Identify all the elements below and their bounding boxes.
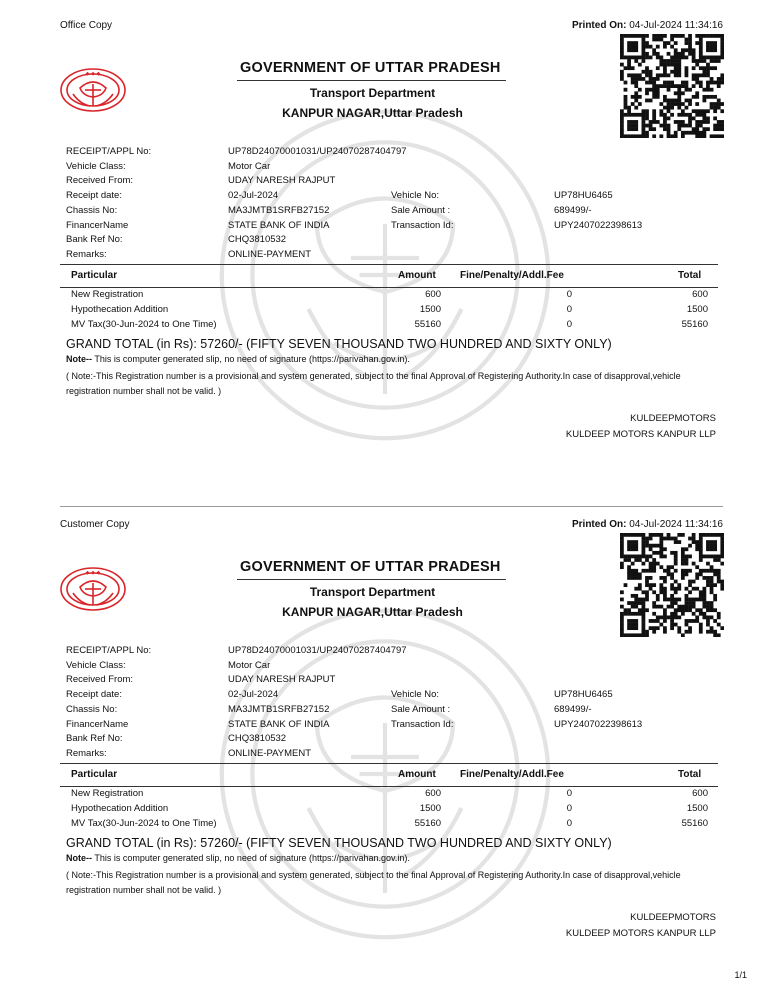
- header-amount: Amount: [398, 270, 436, 281]
- row-particular: New Registration: [71, 289, 144, 300]
- vehicle-no-value: UP78HU6465: [554, 689, 613, 701]
- header-fine: Fine/Penalty/Addl.Fee: [460, 769, 564, 780]
- received-from-value: UDAY NARESH RAJPUT: [228, 674, 336, 686]
- row-particular: New Registration: [71, 788, 144, 799]
- receipt-no-label: RECEIPT/APPL No:: [66, 146, 152, 157]
- qr-code-icon: [620, 533, 724, 637]
- vehicle-class-label: Vehicle Class:: [66, 659, 126, 671]
- row-fine: 0: [566, 803, 572, 814]
- row-fine: 0: [566, 818, 572, 829]
- up-government-emblem-icon: [58, 565, 128, 613]
- department-name: Transport Department: [309, 585, 436, 599]
- received-from-value: UDAY NARESH RAJPUT: [228, 175, 336, 187]
- financer-value: STATE BANK OF INDIA: [228, 219, 330, 231]
- header-amount: Amount: [398, 769, 436, 780]
- table-row: [60, 289, 718, 304]
- row-total: 55160: [681, 319, 708, 330]
- row-amount: 600: [425, 788, 441, 799]
- transaction-id-value: UPY2407022398613: [554, 718, 643, 730]
- sale-amount-label: Sale Amount :: [391, 703, 451, 715]
- transaction-id-label: Transaction Id:: [391, 219, 454, 231]
- header-particular: Particular: [71, 270, 118, 281]
- row-total: 1500: [686, 803, 708, 814]
- received-from-label: Received From:: [66, 175, 134, 187]
- header-total: Total: [678, 270, 702, 281]
- dealer-name: KULDEEPMOTORS: [630, 912, 716, 923]
- printed-on: [572, 519, 723, 530]
- remarks-label: Remarks:: [66, 248, 107, 260]
- table-row: [60, 304, 718, 319]
- transaction-id-label: Transaction Id:: [391, 718, 454, 730]
- row-particular: Hypothecation Addition: [71, 803, 169, 814]
- row-fine: 0: [566, 788, 572, 799]
- dealer-name: KULDEEPMOTORS: [630, 413, 716, 424]
- row-particular: Hypothecation Addition: [71, 304, 169, 315]
- document-title: GOVERNMENT OF UTTAR PRADESH: [240, 60, 501, 76]
- table-row: [60, 818, 718, 833]
- printed-on-label: Printed On:: [571, 20, 627, 31]
- note-label: Note--: [66, 853, 92, 863]
- bank-ref-value: CHQ3810532: [228, 733, 287, 745]
- copy-label: Customer Copy: [60, 519, 130, 530]
- header-particular: Particular: [71, 769, 118, 780]
- printed-on: [572, 20, 723, 31]
- provisional-note: ( Note:-This Registration number is a provisional and system generated, subject to the final Approval of Registering Authority.In case of disapproval,vehicle registration number shall not be valid. ): [66, 870, 681, 895]
- title-underline: [237, 80, 506, 81]
- vehicle-class-value: Motor Car: [228, 659, 271, 671]
- printed-on-value: 04-Jul-2024 11:34:16: [629, 519, 723, 530]
- row-amount: 1500: [419, 803, 441, 814]
- dealer-company: KULDEEP MOTORS KANPUR LLP: [565, 429, 716, 440]
- receipt-no-label: RECEIPT/APPL No:: [66, 645, 152, 656]
- row-particular: MV Tax(30-Jun-2024 to One Time): [71, 818, 217, 829]
- printed-on-value: 04-Jul-2024 11:34:16: [629, 20, 723, 31]
- row-amount: 55160: [414, 818, 441, 829]
- financer-label: FinancerName: [66, 219, 129, 231]
- table-header: [60, 763, 718, 787]
- transaction-id-value: UPY2407022398613: [554, 219, 643, 231]
- document-title: GOVERNMENT OF UTTAR PRADESH: [240, 559, 501, 575]
- note-text: This is computer generated slip, no need of signature (https://parivahan.gov.in).: [92, 853, 410, 863]
- sale-amount-value: 689499/-: [554, 204, 592, 216]
- copy-divider: [60, 506, 723, 507]
- received-from-label: Received From:: [66, 674, 134, 686]
- receipt-date-value: 02-Jul-2024: [228, 190, 279, 202]
- row-amount: 1500: [419, 304, 441, 315]
- dealer-company: KULDEEP MOTORS KANPUR LLP: [565, 928, 716, 939]
- up-government-emblem-icon: [58, 66, 128, 114]
- vehicle-class-label: Vehicle Class:: [66, 160, 126, 172]
- table-row: [60, 803, 718, 818]
- table-row: [60, 319, 718, 334]
- page-number: 1/1: [734, 970, 747, 980]
- chassis-no-value: MA3JMTB1SRFB27152: [228, 204, 330, 216]
- financer-value: STATE BANK OF INDIA: [228, 718, 330, 730]
- provisional-note: ( Note:-This Registration number is a provisional and system generated, subject to the final Approval of Registering Authority.In case of disapproval,vehicle registration number shall not be valid. ): [66, 371, 681, 396]
- svg-text:◆ ◆ ◆: ◆ ◆ ◆: [85, 71, 101, 77]
- receipt-copy: [0, 0, 781, 480]
- remarks-value: ONLINE-PAYMENT: [228, 747, 312, 759]
- qr-code-icon: [620, 34, 724, 138]
- note: [66, 354, 410, 364]
- department-name: Transport Department: [309, 86, 436, 100]
- sale-amount-label: Sale Amount :: [391, 204, 451, 216]
- row-total: 55160: [681, 818, 708, 829]
- row-particular: MV Tax(30-Jun-2024 to One Time): [71, 319, 217, 330]
- vehicle-no-value: UP78HU6465: [554, 190, 613, 202]
- chassis-no-value: MA3JMTB1SRFB27152: [228, 703, 330, 715]
- office-location: KANPUR NAGAR,Uttar Pradesh: [282, 106, 463, 120]
- row-amount: 55160: [414, 319, 441, 330]
- receipt-date-label: Receipt date:: [66, 689, 122, 701]
- header-total: Total: [678, 769, 702, 780]
- row-total: 1500: [686, 304, 708, 315]
- row-fine: 0: [566, 319, 572, 330]
- row-total: 600: [692, 788, 708, 799]
- bank-ref-label: Bank Ref No:: [66, 733, 123, 745]
- chassis-no-label: Chassis No:: [66, 204, 118, 216]
- note-label: Note--: [66, 354, 92, 364]
- vehicle-no-label: Vehicle No:: [391, 190, 440, 202]
- receipt-date-label: Receipt date:: [66, 190, 122, 202]
- svg-text:◆ ◆ ◆: ◆ ◆ ◆: [85, 570, 101, 576]
- financer-label: FinancerName: [66, 718, 129, 730]
- vehicle-no-label: Vehicle No:: [391, 689, 440, 701]
- table-header: [60, 264, 718, 288]
- vehicle-class-value: Motor Car: [228, 160, 271, 172]
- receipt-no-value: UP78D24070001031/UP24070287404797: [228, 146, 407, 157]
- header-fine: Fine/Penalty/Addl.Fee: [460, 270, 564, 281]
- note-text: This is computer generated slip, no need of signature (https://parivahan.gov.in).: [92, 354, 410, 364]
- receipt-copy: [0, 499, 781, 979]
- row-total: 600: [692, 289, 708, 300]
- grand-total: GRAND TOTAL (in Rs): 57260/- (FIFTY SEVEN THOUSAND TWO HUNDRED AND SIXTY ONLY): [66, 337, 612, 351]
- row-fine: 0: [566, 289, 572, 300]
- remarks-label: Remarks:: [66, 747, 107, 759]
- copy-label: Office Copy: [60, 20, 113, 31]
- bank-ref-label: Bank Ref No:: [66, 234, 123, 246]
- row-amount: 600: [425, 289, 441, 300]
- receipt-no-value: UP78D24070001031/UP24070287404797: [228, 645, 407, 656]
- office-location: KANPUR NAGAR,Uttar Pradesh: [282, 605, 463, 619]
- title-underline: [237, 579, 506, 580]
- note: [66, 853, 410, 863]
- remarks-value: ONLINE-PAYMENT: [228, 248, 312, 260]
- table-row: [60, 788, 718, 803]
- sale-amount-value: 689499/-: [554, 703, 592, 715]
- chassis-no-label: Chassis No:: [66, 703, 118, 715]
- receipt-date-value: 02-Jul-2024: [228, 689, 279, 701]
- row-fine: 0: [566, 304, 572, 315]
- printed-on-label: Printed On:: [571, 519, 627, 530]
- bank-ref-value: CHQ3810532: [228, 234, 287, 246]
- grand-total: GRAND TOTAL (in Rs): 57260/- (FIFTY SEVEN THOUSAND TWO HUNDRED AND SIXTY ONLY): [66, 836, 612, 850]
